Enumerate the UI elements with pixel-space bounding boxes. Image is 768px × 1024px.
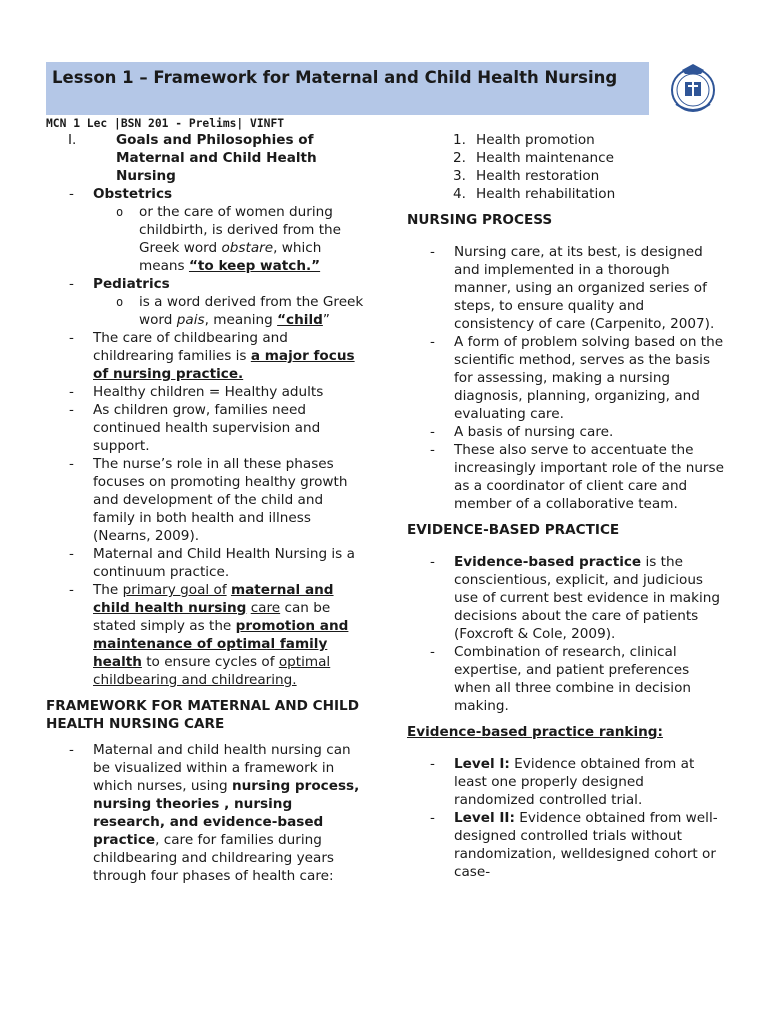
list-item-ebp: - Combination of research, clinical expertise, and patient preferences when all three combine in decision making.	[430, 644, 692, 714]
list-item-pediatrics-definition: o is a word derived from the Greek word pais, meaning “child”	[116, 294, 364, 328]
list-item-pediatrics: - Pediatrics	[69, 276, 170, 292]
list-item-continuum: - Maternal and Child Health Nursing is a continuum practice.	[69, 546, 355, 580]
list-item-framework: - Maternal and child health nursing can be visualized within a framework in which nurses, using nursing process, nursing theories , nursing research, and evidence-based practice, care for families during childbearing and childrearing years through four phases of health care:	[69, 742, 360, 884]
list-item-np: - These also serve to accentuate the increasingly important role of the nurse as a coordinator of client care and member of a collaborative team.	[430, 442, 724, 512]
list-item-focus: - The care of childbearing and childrearing families is a major focus of nursing practice.	[69, 330, 355, 382]
list-item-obstetrics: - Obstetrics	[69, 186, 173, 202]
list-item-phase: 3. Health restoration	[453, 168, 600, 184]
list-item-goal: - The primary goal of maternal and child health nursing care can be stated simply as the promotion and maintenance of optimal family health to ensure cycles of optimal childbearing and childrearing.	[69, 582, 349, 688]
school-seal-icon	[668, 60, 718, 116]
list-item-ebp: - Evidence-based practice is the conscientious, explicit, and judicious use of current best evidence in making decisions about the care of patients (Foxcroft & Cole, 2009).	[430, 554, 721, 642]
nursing-process-heading: NURSING PROCESS	[407, 212, 553, 228]
list-item-level-2: - Level II: Evidence obtained from well-designed controlled trials without randomization, welldesigned cohort or case-	[430, 810, 718, 880]
list-item-np: - A basis of nursing care.	[430, 424, 614, 440]
list-item-phase: 4. Health rehabilitation	[453, 186, 616, 202]
list-item-grow: - As children grow, families need continued health supervision and support.	[69, 402, 321, 454]
course-info: MCN 1 Lec |BSN 201 - Prelims| VINFT	[46, 117, 285, 130]
list-item-phase: 2. Health maintenance	[453, 150, 615, 166]
list-item-obstetrics-definition: o or the care of women during childbirth, is derived from the Greek word obstare, which means “to keep watch.”	[116, 204, 342, 274]
page-title: Lesson 1 – Framework for Maternal and Child Health Nursing	[52, 68, 618, 87]
title-banner	[46, 62, 649, 115]
list-item-level-1: - Level I: Evidence obtained from at least one properly designed randomized controlled trial.	[430, 756, 695, 808]
ranking-heading: Evidence-based practice ranking:	[407, 724, 663, 740]
right-column	[407, 131, 727, 881]
list-item-healthy: - Healthy children = Healthy adults	[69, 384, 324, 400]
list-item-role: - The nurse’s role in all these phases focuses on promoting healthy growth and development of the child and family in both health and illness (Nearns, 2009).	[69, 456, 348, 544]
list-item-phase: 1. Health promotion	[453, 132, 595, 148]
framework-heading: FRAMEWORK FOR MATERNAL AND CHILD HEALTH NURSING CARE	[46, 698, 359, 732]
list-item-np: - A form of problem solving based on the scientific method, serves as the basis for assessing, making a nursing diagnosis, planning, organizing, and evaluating care.	[430, 334, 724, 422]
ebp-heading: EVIDENCE-BASED PRACTICE	[407, 522, 620, 538]
left-column	[46, 131, 364, 885]
section-goals-heading: I. Goals and Philosophies of Maternal and Child Health Nursing	[68, 132, 317, 184]
list-item-np: - Nursing care, at its best, is designed and implemented in a thorough manner, using an organized series of steps, to ensure quality and consistency of care (Carpenito, 2007).	[430, 244, 715, 332]
